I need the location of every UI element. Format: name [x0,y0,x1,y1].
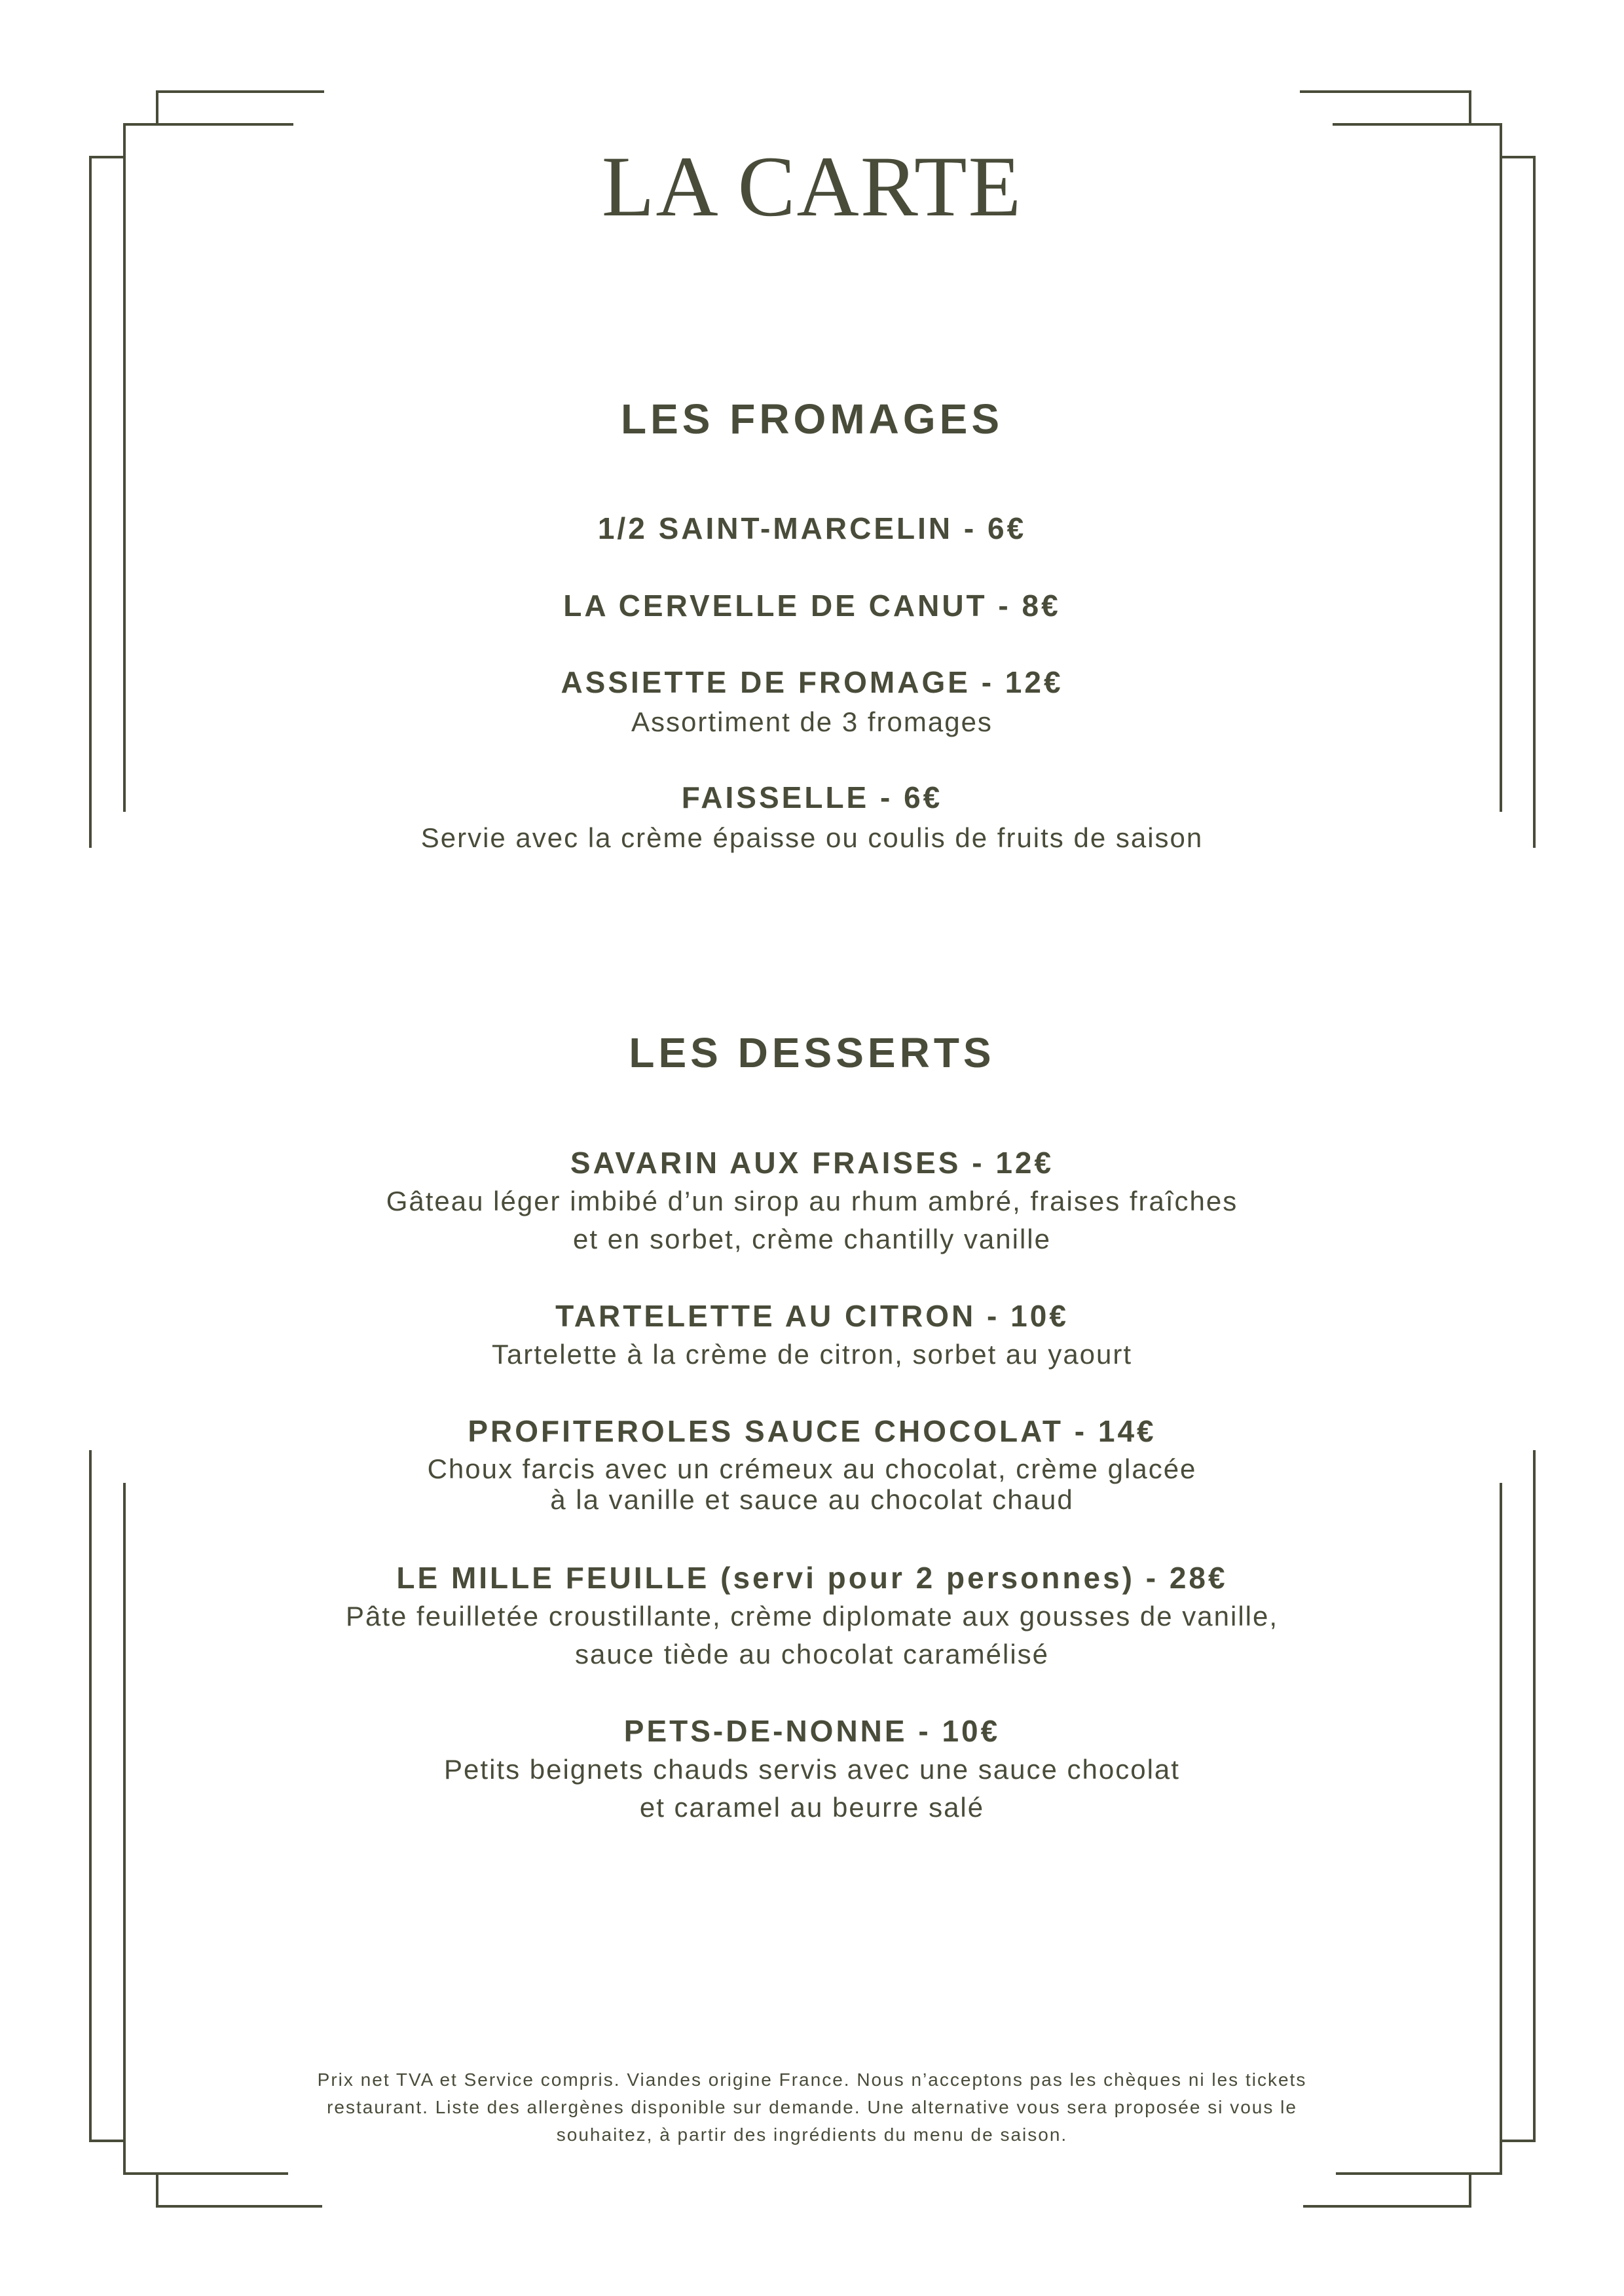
menu-item-description: sauce tiède au chocolat caramélisé [574,1639,1050,1669]
menu-item-description: Pâte feuilletée croustillante, crème diplomate aux gousses de vanille, [345,1601,1279,1631]
menu-item-description: et en sorbet, crème chantilly vanille [573,1224,1051,1254]
menu-item-description: Gâteau léger imbibé d’un sirop au rhum ambré, fraises fraîches [386,1186,1238,1216]
menu-item-title: LA CERVELLE DE CANUT - 8€ [563,589,1061,623]
menu-item-title: ASSIETTE DE FROMAGE - 12€ [561,665,1063,699]
frame-corner-top-right-inner [1501,157,1534,848]
menu-item-title: 1/2 SAINT-MARCELIN - 6€ [597,511,1027,545]
page-title: LA CARTE [601,138,1023,234]
menu-item-title: PROFITEROLES SAUCE CHOCOLAT - 14€ [468,1414,1156,1448]
menu-item-description: et caramel au beurre salé [639,1792,985,1823]
menu-item-description: Choux farcis avec un crémeux au chocolat, crème glacée [427,1453,1197,1484]
section-title-desserts: LES DESSERTS [629,1029,995,1076]
frame-corner-bottom-left-inner [157,2174,322,2206]
menu-item-title: LE MILLE FEUILLE (servi pour 2 personnes) - 28€ [396,1561,1228,1595]
footer-note-line: souhaitez, à partir des ingrédients du menu de saison. [556,2124,1068,2145]
frame-corner-top-right-outer [1300,92,1470,124]
menu-item-title: SAVARIN AUX FRAISES - 12€ [570,1146,1054,1180]
frame-corner-top-left-inner [90,157,124,848]
menu-item-title: PETS-DE-NONNE - 10€ [623,1714,1001,1748]
menu-item-description: Petits beignets chauds servis avec une sauce chocolat [444,1754,1180,1785]
menu-item-description: Tartelette à la crème de citron, sorbet au yaourt [491,1339,1133,1370]
menu-item-title: FAISSELLE - 6€ [681,780,943,814]
menu-item-description: Assortiment de 3 fromages [631,706,993,737]
menu-item-title: TARTELETTE AU CITRON - 10€ [555,1299,1069,1333]
menu-item-description: Servie avec la crème épaisse ou coulis de fruits de saison [420,822,1204,853]
footer-note-line: restaurant. Liste des allergènes disponible sur demande. Une alternative vous sera proposée si vous le [327,2097,1297,2117]
section-title-fromages: LES FROMAGES [620,395,1004,443]
frame-corner-bottom-right-inner [1303,2174,1470,2206]
menu-item-description: à la vanille et sauce au chocolat chaud [550,1484,1074,1515]
footer-note-line: Prix net TVA et Service compris. Viandes origine France. Nous n’acceptons pas les chèques ni les tickets [317,2069,1307,2090]
frame-corner-top-left-outer [157,92,324,124]
